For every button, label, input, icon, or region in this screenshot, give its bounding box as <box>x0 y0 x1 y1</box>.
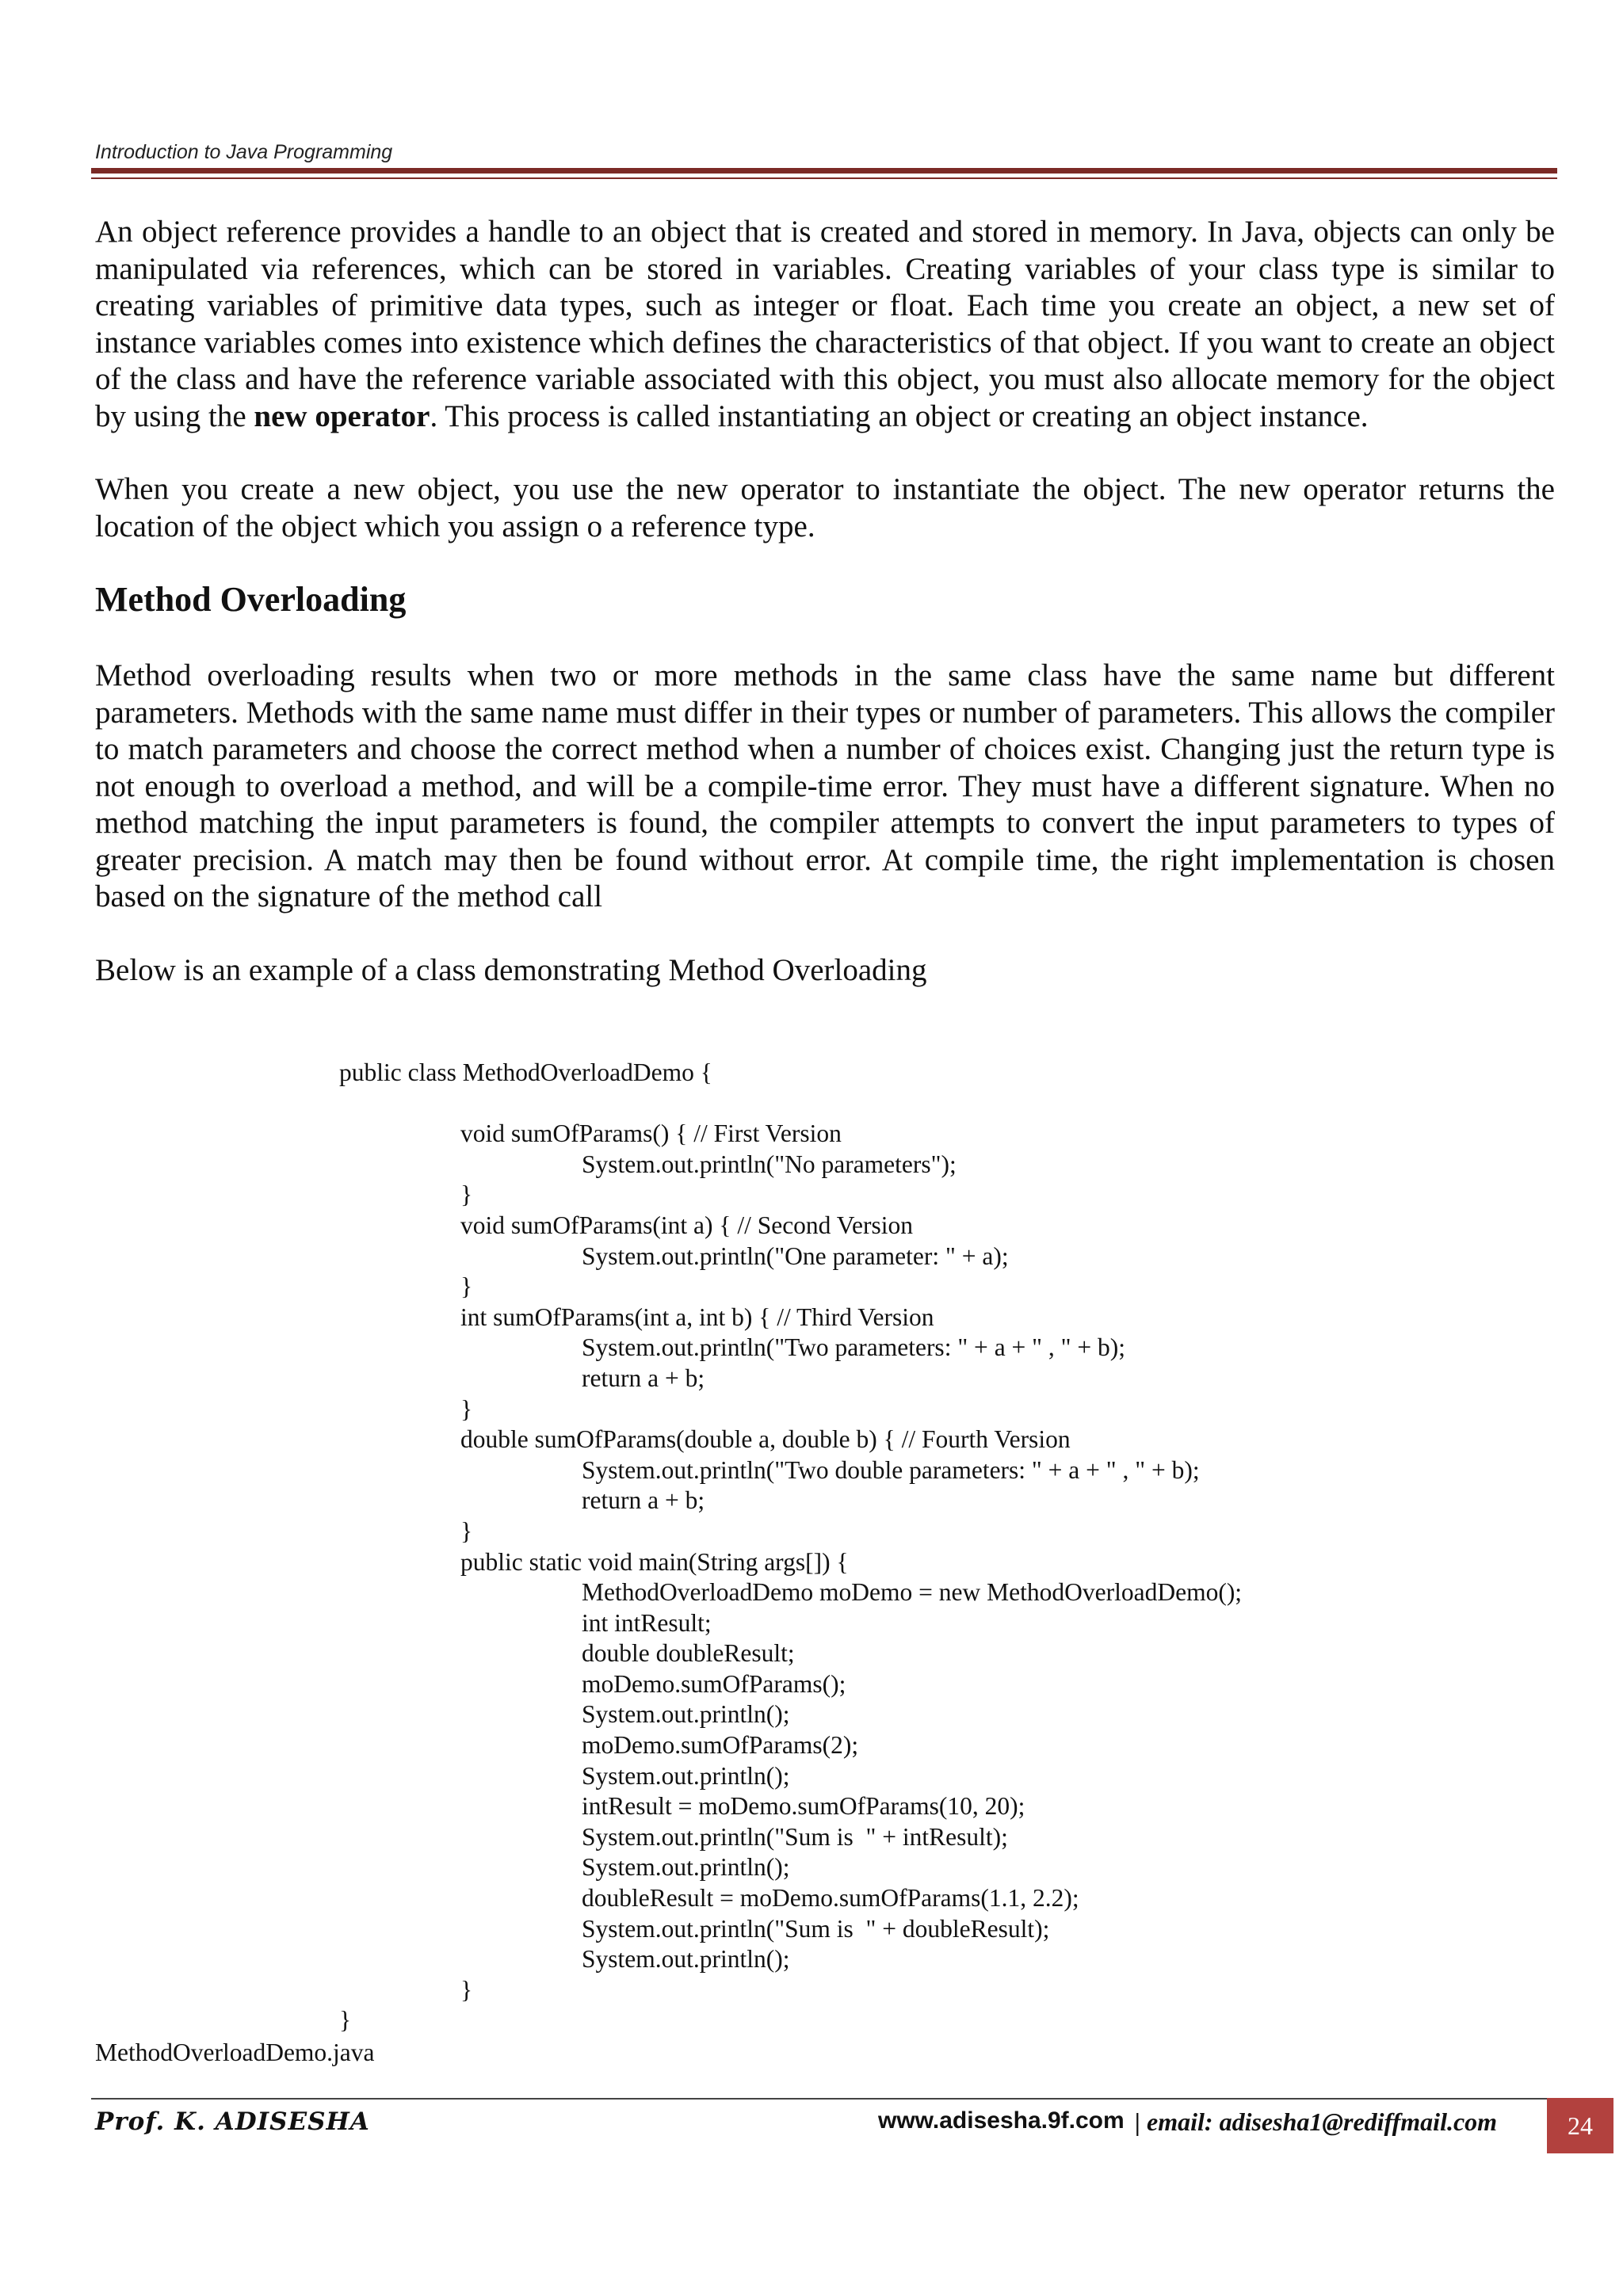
code-line: double sumOfParams(double a, double b) { // Fourth Version <box>460 1425 1071 1454</box>
code-line: System.out.println(); <box>582 1761 790 1790</box>
code-line: } <box>339 2006 352 2035</box>
footer-website: www.adisesha.9f.com <box>878 2107 1125 2134</box>
code-line: int sumOfParams(int a, int b) { // Third Version <box>460 1302 934 1331</box>
code-line: return a + b; <box>582 1363 705 1392</box>
page-content <box>95 214 1555 989</box>
running-header-title: Introduction to Java Programming <box>95 141 393 163</box>
code-line: int intResult; <box>582 1608 712 1637</box>
code-line <box>339 1089 1242 1119</box>
code-line: MethodOverloadDemo moDemo = new MethodOverloadDemo(); <box>582 1578 1243 1607</box>
code-line: System.out.println("Two double parameters: " + a + " , " + b); <box>582 1455 1200 1484</box>
code-line: System.out.println(); <box>582 1853 790 1882</box>
footer-author: Prof. K. ADISESHA <box>95 2107 370 2136</box>
code-line: System.out.println(); <box>582 1700 790 1729</box>
header-rule-thin <box>91 177 1557 179</box>
code-line: double doubleResult; <box>582 1639 795 1668</box>
code-line: } <box>460 1394 473 1423</box>
paragraph-example-intro: Below is an example of a class demonstrating Method Overloading <box>95 952 927 987</box>
code-line: moDemo.sumOfParams(2); <box>582 1731 859 1760</box>
header-rule-thick <box>91 168 1557 174</box>
code-line: return a + b; <box>582 1486 705 1515</box>
code-line: doubleResult = moDemo.sumOfParams(1.1, 2.2); <box>582 1884 1079 1913</box>
code-line: System.out.println(); <box>582 1945 790 1974</box>
code-line: } <box>460 1180 473 1209</box>
code-line: void sumOfParams() { // First Version <box>460 1119 842 1148</box>
paragraph-method-overloading: Method overloading results when two or more methods in the same class have the same name but different parameters. Methods with the same name must differ in their types or number of parameters. This allows the compiler to match parameters and choose the correct method when a number of choices exist. Changing just the return type is not enough to overload a method, and will be a compile-time error. They must have a different signature. When no method matching the input parameters is found, the compiler attempts to convert the input parameters to types of greater precision. A match may then be found without error. At compile time, the right implementation is chosen based on the signature of the method call <box>95 658 1555 913</box>
paragraph-text: . This process is called instantiating an object or creating an object instance. <box>430 399 1369 433</box>
bold-term-new-operator: new operator <box>254 399 430 433</box>
code-line: moDemo.sumOfParams(); <box>582 1669 846 1698</box>
code-line: } <box>460 1975 473 2004</box>
code-filename: MethodOverloadDemo.java <box>95 2039 375 2066</box>
code-line: public static void main(String args[]) { <box>460 1547 849 1576</box>
paragraph-text: An object reference provides a handle to an object that is created and stored in memory. In Java, objects can only be manipulated via references, which can be stored in variables. Creating variables of your class type is similar to creating variables of primitive data types, such as integer or float. Each time you create an object, a new set of instance variables comes into existence which defines the characteristics of that object. If you want to create an object of the class and have the reference variable associated with this object, you must also allocate memory for the object by using the <box>95 215 1555 433</box>
page-number: 24 <box>1547 2098 1613 2153</box>
code-line: } <box>460 1516 473 1545</box>
code-line: System.out.println("One parameter: " + a); <box>582 1241 1009 1270</box>
code-line: } <box>460 1272 473 1301</box>
code-line: intResult = moDemo.sumOfParams(10, 20); <box>582 1792 1025 1821</box>
paragraph-object-reference <box>95 214 1555 435</box>
code-line: void sumOfParams(int a) { // Second Version <box>460 1211 913 1239</box>
footer-rule <box>91 2098 1557 2100</box>
footer-email: | email: adisesha1@rediffmail.com <box>1135 2107 1498 2136</box>
code-line: System.out.println("Sum is " + doubleResult); <box>582 1914 1050 1943</box>
paragraph-new-object: When you create a new object, you use the new operator to instantiate the object. The new operator returns the location of the object which you assign o a reference type. <box>95 472 1555 543</box>
code-line: System.out.println("Two parameters: " + a + " , " + b); <box>582 1333 1126 1362</box>
code-line: public class MethodOverloadDemo { <box>339 1058 712 1086</box>
section-heading: Method Overloading <box>95 580 407 619</box>
code-line: System.out.println("Sum is " + intResult); <box>582 1822 1008 1851</box>
code-listing <box>339 1058 1242 2036</box>
code-line: System.out.println("No parameters"); <box>582 1150 957 1178</box>
